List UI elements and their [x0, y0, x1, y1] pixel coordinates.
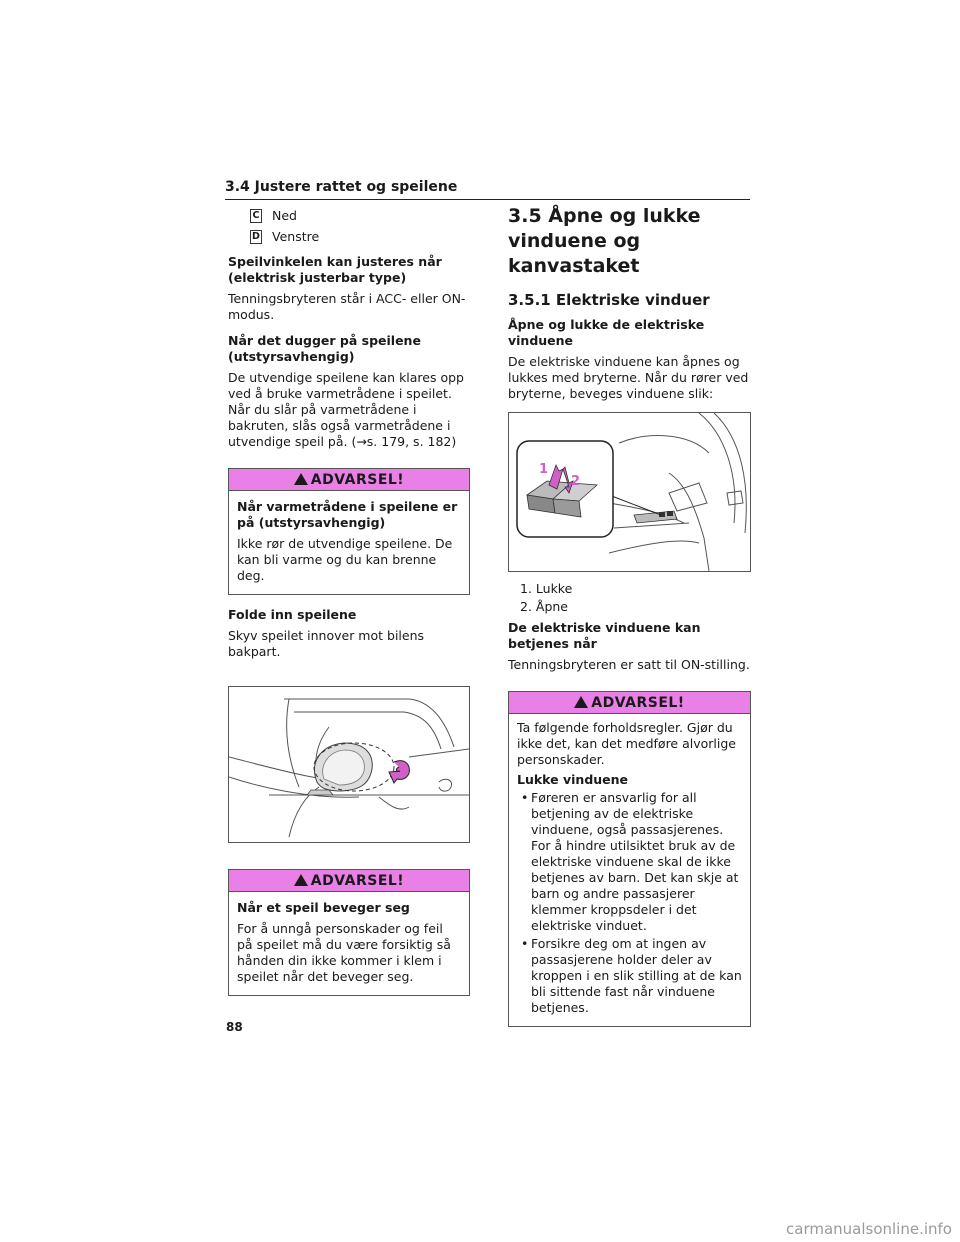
right-column — [508, 205, 751, 1039]
fold-heading: Folde inn speilene — [228, 607, 357, 622]
fog-heading: Når det dugger på speilene (utstyrsavhengig) — [228, 333, 421, 364]
warning-bullets — [517, 790, 742, 1016]
figure-label-1: 1 — [539, 462, 549, 477]
list-item: 2. Åpne — [520, 599, 568, 614]
ref-label-d: Venstre — [272, 229, 320, 244]
adjust-text: Tenningsbryteren står i ACC- eller ON-modus. — [228, 291, 466, 322]
ref-letter-d: D — [250, 230, 262, 244]
window-switch-illustration — [508, 412, 751, 572]
ref-letter-c: C — [250, 209, 262, 223]
fog-text: De utvendige speilene kan klares opp ved å bruke varmetrådene i speilet. Når du slår på varmetrådene i bakruten, slås også varmetrådene i utvendige speil på. (→s. 179, s. 182) — [228, 370, 464, 449]
warning-intro: Ta følgende forholdsregler. Gjør du ikke det, kan det medføre alvorlige personskader. — [517, 720, 736, 767]
section-title: 3.5.1 Elektriske vinduer — [508, 291, 710, 309]
warning-text: Ikke rør de utvendige speilene. De kan bli varme og du kan brenne deg. — [237, 536, 453, 583]
warning-title: ADVARSEL! — [310, 872, 405, 889]
warning-triangle-icon — [294, 874, 308, 886]
warning-heading: Når et speil beveger seg — [237, 900, 410, 915]
warning-header — [229, 870, 469, 892]
section-header: 3.4 Justere rattet og speilene — [225, 178, 750, 200]
open-text: De elektriske vinduene kan åpnes og lukkes med bryterne. Når du rører ved bryterne, beveges vinduene slik: — [508, 354, 749, 401]
warning-heading: Lukke vinduene — [517, 772, 629, 787]
warning-heading: Når varmetrådene i speilene er på (utstyrsavhengig) — [237, 499, 458, 530]
warning-box-windows — [508, 691, 751, 1027]
ref-item-d — [228, 229, 470, 244]
warning-title: ADVARSEL! — [310, 471, 405, 488]
action-list — [508, 580, 751, 616]
open-heading: Åpne og lukke de elektriske vinduene — [508, 317, 705, 348]
figure-label-2: 2 — [571, 474, 581, 489]
mirror-illustration-svg — [229, 687, 469, 842]
list-item: 1. Lukke — [520, 581, 573, 596]
ref-label-c: Ned — [272, 208, 297, 223]
warning-text: For å unngå personskader og feil på speilet må du være forsiktig så hånden din ikke kommer i klem i speilet når det beveger seg. — [237, 921, 451, 984]
warning-header — [229, 469, 469, 491]
warning-triangle-icon — [574, 696, 588, 708]
list-item: • Forsikre deg om at ingen av passasjerene holder deler av kroppen i en slik stilling at de kan bli sittende fast når vinduene betjenes. — [517, 936, 742, 1016]
adjust-heading: Speilvinkelen kan justeres når (elektrisk justerbar type) — [228, 254, 442, 285]
warning-header — [509, 692, 750, 714]
watermark: carmanualsonline.info — [786, 1220, 952, 1238]
operate-heading: De elektriske vinduene kan betjenes når — [508, 620, 701, 651]
operate-text: Tenningsbryteren er satt til ON-stilling. — [508, 657, 750, 672]
chapter-title: 3.5 Åpne og lukke vinduene og kanvastaket — [508, 205, 701, 277]
left-column — [228, 208, 470, 1008]
switch-illustration-svg — [509, 413, 750, 571]
mirror-fold-illustration — [228, 686, 470, 843]
ref-item-c — [228, 208, 470, 223]
warning-triangle-icon — [294, 473, 308, 485]
list-item: • Føreren er ansvarlig for all betjening av de elektriske vinduene, også passasjerenes. For å hindre utilsiktet bruk av de elektriske vinduene skal de ikke betjenes av barn. Det kan skje at barn og andre passasjerer klemmer kroppsdeler i det elektriske vinduet. — [517, 790, 742, 934]
warning-title: ADVARSEL! — [591, 694, 685, 711]
page-number: 88 — [226, 1020, 243, 1034]
fold-text: Skyv speilet innover mot bilens bakpart. — [228, 628, 425, 659]
warning-box-heaters — [228, 468, 470, 595]
warning-box-moving-mirror — [228, 869, 470, 996]
